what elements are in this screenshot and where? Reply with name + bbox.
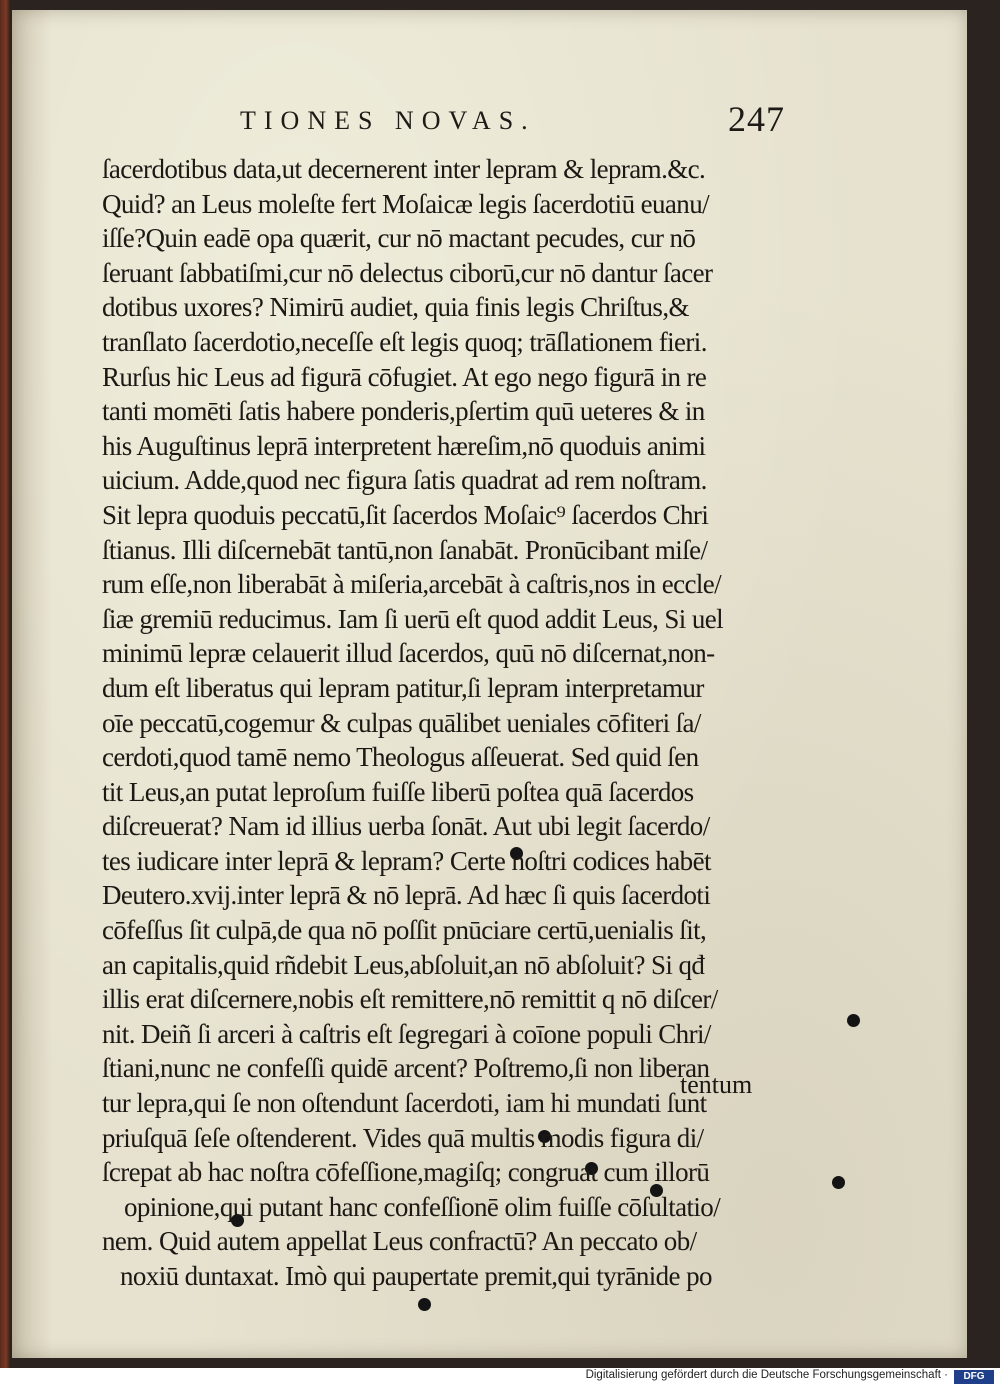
text-line: ſiæ gremiū reducimus. Iam ſi uerū eſt quod addit Leus, Si uel — [102, 603, 724, 634]
text-line: priuſquā ſeſe oſtenderent. Vides quā multis modis figura di/ — [102, 1122, 704, 1153]
text-line: Sit lepra quoduis peccatū,ſit ſacerdos Moſaic⁹ ſacerdos Chri — [102, 499, 709, 530]
text-line: iſſe?Quin eadē opa quærit, cur nō mactant pecudes, cur nō — [102, 223, 696, 254]
text-line: Quid? an Leus moleſte fert Moſaicæ legis ſacerdotiū euanu/ — [102, 188, 709, 219]
text-line: uicium. Adde,quod nec figura ſatis quadrat ad rem noſtram. — [102, 465, 707, 496]
text-line: ſeruant ſabbatiſmi,cur nō delectus ciborū,cur nō dantur ſacer — [102, 257, 713, 288]
text-line: illis erat diſcernere,nobis eſt remittere,nō remittit q nō diſcer/ — [102, 984, 718, 1015]
text-line: dum eſt liberatus qui lepram patitur,ſi lepram interpretamur — [102, 672, 704, 703]
text-line: his Auguſtinus leprā interpretent hæreſim,nō quoduis animi — [102, 430, 706, 461]
catchword: tentum — [680, 1070, 753, 1099]
text-line: cōfeſſus ſit culpā,de qua nō poſſit pnūciare certū,uenialis ſit, — [102, 915, 707, 946]
text-line: tanti momēti ſatis habere ponderis,pſertim quū ueteres & in — [102, 396, 705, 427]
ink-spot — [418, 1298, 431, 1311]
text-line: an capitalis,quid rñdebit Leus,abſoluit,an nō abſoluit? Si qđ — [102, 949, 705, 980]
text-line: tur lepra,qui ſe non oſtendunt ſacerdoti, iam hi mundati ſunt — [102, 1088, 707, 1119]
text-line: minimū lepræ celauerit illud ſacerdos, quū nō diſcernat,non- — [102, 638, 715, 669]
text-line: tit Leus,an putat leproſum fuiſſe liberū poſtea quā ſacerdos — [102, 776, 694, 807]
text-line: rum eſſe,non liberabāt à miſeria,arcebāt à caſtris,nos in eccle/ — [102, 569, 722, 600]
text-line: noxiū duntaxat. Imò qui paupertate premit,qui tyrānide po — [120, 1261, 712, 1291]
text-line: ſcrepat ab hac noſtra cōfeſſione,magiſq; congruat cum illorū — [102, 1157, 710, 1188]
text-line: tranſlato ſacerdotio,neceſſe eſt legis quoq; trāſlationem fieri. — [102, 326, 707, 357]
text-line: ſtiani,nunc ne confeſſi quidē arcent? Poſtremo,ſi non liberan — [102, 1053, 710, 1084]
text-line: nem. Quid autem appellat Leus confractū? An peccato ob/ — [102, 1226, 697, 1257]
text-line: Rurſus hic Leus ad figurā cōfugiet. At ego nego figurā in re — [102, 361, 707, 392]
text-line: diſcreuerat? Nam id illius uerba ſonāt. Aut ubi legit ſacerdo/ — [102, 811, 710, 842]
ink-spot — [847, 1014, 860, 1027]
text-line: opinione,qui putant hanc confeſſionē olim fuiſſe cōſultatio/ — [124, 1191, 721, 1222]
text-line: cerdoti,quod tamē nemo Theologus aſſeuerat. Sed quid ſen — [102, 742, 699, 773]
text-line: oīe peccatū,cogemur & culpas quālibet ueniales cōfiteri ſa/ — [102, 707, 701, 738]
text-line: Deutero.xvij.inter leprā & nō leprā. Ad hæc ſi quis ſacerdoti — [102, 880, 711, 911]
running-title: TIONES NOVAS. — [240, 106, 536, 135]
ink-spot — [832, 1176, 845, 1189]
digitization-credit: Digitalisierung gefördert durch die Deutsche Forschungsgemeinschaft · — [585, 1369, 948, 1381]
text-line: tes iudicare inter leprā & lepram? Certe noſtri codices habēt — [102, 845, 711, 876]
text-line: ſacerdotibus data,ut decernerent inter lepram & lepram.&c. — [102, 154, 706, 184]
main-text-block — [102, 152, 782, 1294]
text-line: nit. Deiñ ſi arceri à caſtris eſt ſegregari à coīone populi Chri/ — [102, 1018, 711, 1049]
text-line: ſtianus. Illi diſcernebāt tantū,non ſanabāt. Pronūcibant miſe/ — [102, 534, 708, 565]
dfg-logo: DFG — [954, 1370, 994, 1384]
text-line: dotibus uxores? Nimirū audiet, quia finis legis Chriſtus,& — [102, 292, 689, 323]
page-number: 247 — [728, 99, 785, 139]
